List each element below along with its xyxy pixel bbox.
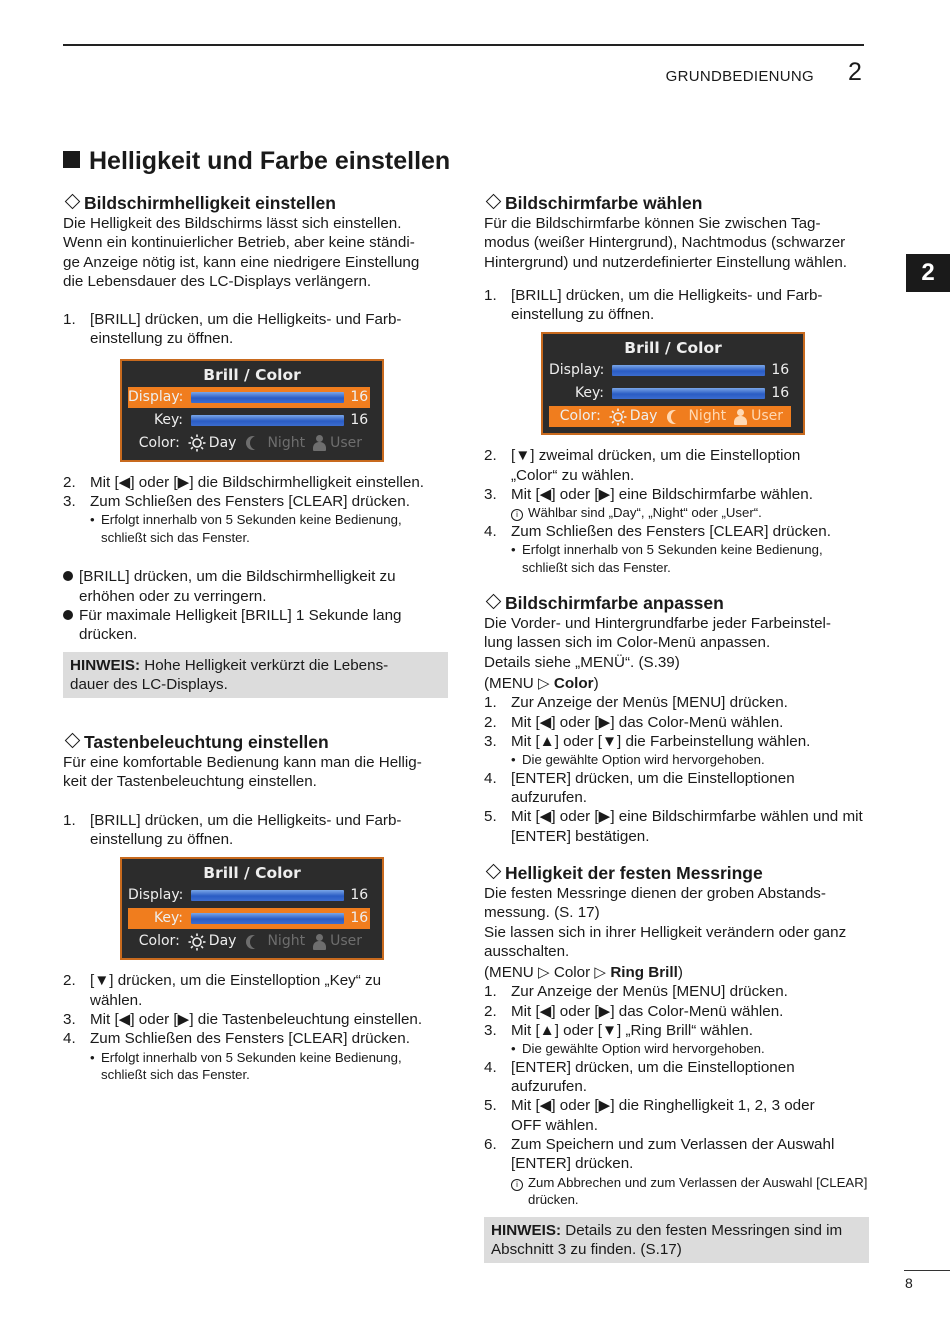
- display-label: Display:: [128, 388, 184, 405]
- day-text: Day: [208, 933, 237, 950]
- user-icon: [313, 934, 326, 950]
- option-night: [244, 932, 305, 951]
- step-number: 3.: [63, 1010, 76, 1028]
- step: [63, 492, 448, 511]
- step-note: • Erfolgt innerhalb von 5 Sekunden keine Bedienung, schließt sich das Fenster.: [511, 541, 869, 576]
- note-text: Zum Abbrechen und zum Verlassen der Auswahl [CLEAR] drücken.: [528, 1174, 868, 1208]
- bullet-item: [63, 606, 448, 645]
- step: [484, 732, 869, 751]
- step-number: 1.: [484, 286, 497, 304]
- intro-line: Die Helligkeit des Bildschirms lässt sich einstellen.: [63, 215, 402, 232]
- panel-row-display: [128, 885, 370, 906]
- panel-row-key: [128, 908, 370, 929]
- user-text: User: [330, 933, 362, 950]
- step-number: 5.: [484, 1097, 497, 1115]
- color-label: Color:: [138, 933, 180, 950]
- menu-path-suffix: ): [677, 964, 683, 982]
- footer-rule: [904, 1270, 950, 1271]
- option-day: [188, 434, 237, 453]
- step-note: [511, 1174, 869, 1209]
- panel-title: Brill / Color: [203, 864, 301, 883]
- display-label: Display:: [549, 362, 605, 379]
- step: [484, 522, 869, 541]
- key-bar: [191, 913, 344, 924]
- user-icon: [734, 409, 747, 425]
- step: [484, 1135, 869, 1174]
- panel-row-color: [549, 406, 791, 427]
- step: [484, 982, 869, 1001]
- note-text: Erfolgt innerhalb von 5 Sekunden keine Bedienung, schließt sich das Fenster.: [101, 512, 402, 545]
- step: [484, 485, 869, 504]
- display-value: 16: [350, 887, 369, 904]
- step-number: 2.: [63, 972, 76, 990]
- key-value: 16: [350, 411, 369, 428]
- info-icon: i: [511, 509, 523, 521]
- step: [484, 807, 869, 846]
- panel-title: Brill / Color: [624, 339, 722, 358]
- step-text: Zur Anzeige der Menüs [MENU] drücken.: [511, 983, 788, 1001]
- step-text: Mit [▲] oder [▼] „Ring Brill“ wählen.: [511, 1022, 753, 1040]
- note-text: Hohe Helligkeit verkürzt die Lebens- dauer des LC-Displays.: [70, 656, 389, 693]
- intro-line: keit der Tastenbeleuchtung einstellen.: [63, 773, 317, 791]
- bullet-text: [BRILL] drücken, um die Bildschirmhelligkeit zu erhöhen oder zu verringern.: [79, 568, 396, 605]
- screen-panel-display: [120, 359, 448, 462]
- sun-icon: [188, 434, 206, 452]
- step-note: • Die gewählte Option wird hervorgehoben.: [511, 1041, 765, 1057]
- step-number: 2.: [63, 473, 76, 491]
- note-text: Die gewählte Option wird hervorgehoben.: [522, 1041, 765, 1057]
- display-bar: [612, 365, 765, 376]
- step-number: 3.: [484, 1022, 497, 1040]
- step: [484, 1058, 869, 1097]
- step-text: [BRILL] drücken, um die Helligkeits- und Farb- einstellung zu öffnen.: [90, 811, 402, 849]
- step: [63, 1029, 448, 1048]
- heading-text: Bildschirmfarbe wählen: [505, 193, 703, 213]
- panel-row-key: [128, 410, 370, 431]
- bullet-item: [63, 567, 448, 606]
- panel-row-display: [549, 360, 791, 381]
- user-text: User: [751, 408, 783, 425]
- step-text: Zur Anzeige der Menüs [MENU] drücken.: [511, 694, 788, 712]
- page-number: 8: [905, 1275, 913, 1291]
- key-label: Key:: [153, 910, 184, 927]
- key-value: 16: [771, 385, 790, 402]
- intro-line: messung. (S. 17): [484, 904, 600, 922]
- step-text: [ENTER] drücken, um die Einstelloptionen aufzurufen.: [511, 1058, 795, 1096]
- section-heading: [63, 732, 448, 753]
- step-text: Zum Speichern und zum Verlassen der Auswahl [ENTER] drücken.: [511, 1136, 835, 1173]
- diamond-icon: [65, 194, 81, 210]
- brill-color-panel: [541, 332, 805, 435]
- option-user: [313, 932, 362, 951]
- diamond-icon: [486, 594, 502, 610]
- section-title: GRUNDBEDIENUNG: [665, 68, 814, 85]
- step-text: [ENTER] drücken, um die Einstelloptionen aufzurufen.: [511, 769, 795, 807]
- step-number: 2.: [484, 1002, 497, 1020]
- step-text: Mit [▲] oder [▼] die Farbeinstellung wählen.: [511, 732, 811, 750]
- option-night: [244, 434, 305, 453]
- dot-bullet-icon: [63, 606, 79, 645]
- info-icon: i: [511, 1179, 523, 1191]
- step-text: [▼] zweimal drücken, um die Einstelloption „Color“ zu wählen.: [511, 447, 801, 484]
- menu-path: [484, 674, 869, 693]
- left-column: [63, 193, 448, 1084]
- night-text: Night: [267, 933, 306, 950]
- note-text: Erfolgt innerhalb von 5 Sekunden keine Bedienung, schließt sich das Fenster.: [522, 542, 823, 575]
- night-text: Night: [688, 408, 727, 425]
- page-title-text: Helligkeit und Farbe einstellen: [89, 147, 451, 175]
- heading-text: Helligkeit der festen Messringe: [505, 862, 763, 883]
- bullet-text: Für maximale Helligkeit [BRILL] 1 Sekunde lang drücken.: [79, 606, 402, 644]
- step-number: 5.: [484, 808, 497, 826]
- step-text: [▼] drücken, um die Einstelloption „Key“ zu wählen.: [90, 972, 382, 1009]
- step-text: Mit [◀] oder [▶] eine Bildschirmfarbe wählen und mit [ENTER] bestätigen.: [511, 808, 863, 845]
- intro-line: Hintergrund) und nutzerdefinierter Einstellung wählen.: [484, 253, 848, 271]
- chapter-number: 2: [848, 58, 862, 86]
- section-heading: [484, 863, 869, 884]
- step-number: 1.: [63, 311, 76, 329]
- panel-row-key: [549, 383, 791, 404]
- sun-icon: [609, 408, 627, 426]
- step-number: 3.: [484, 486, 497, 504]
- key-bar: [191, 415, 344, 426]
- step: [484, 713, 869, 732]
- panel-row-color: [128, 931, 370, 952]
- step: [484, 446, 869, 485]
- diamond-icon: [486, 194, 502, 210]
- chapter-tab: 2: [906, 254, 950, 292]
- note-box: [484, 1217, 869, 1264]
- moon-icon: [250, 436, 264, 450]
- option-night: [665, 407, 726, 426]
- menu-path: [484, 963, 869, 982]
- user-icon: [313, 435, 326, 451]
- step-text: Mit [◀] oder [▶] das Color-Menü wählen.: [511, 1002, 784, 1020]
- night-text: Night: [267, 434, 306, 451]
- step-number: 4.: [484, 522, 497, 540]
- option-user: [313, 434, 362, 453]
- step-number: 1.: [484, 983, 497, 1001]
- color-label: Color:: [138, 434, 180, 451]
- key-value: 16: [350, 910, 369, 927]
- step-text: Zum Schließen des Fensters [CLEAR] drücken.: [90, 493, 410, 511]
- step-number: 1.: [63, 811, 76, 829]
- menu-path-target: Color: [553, 675, 594, 693]
- step-note: • Erfolgt innerhalb von 5 Sekunden keine Bedienung, schließt sich das Fenster.: [90, 1049, 448, 1084]
- dot-bullet-icon: [63, 567, 79, 606]
- display-bar: [191, 890, 344, 901]
- note-text: Erfolgt innerhalb von 5 Sekunden keine Bedienung, schließt sich das Fenster.: [101, 1049, 402, 1083]
- heading-text: Tastenbeleuchtung einstellen: [84, 732, 329, 753]
- brill-color-panel: [120, 359, 384, 462]
- intro-line: Details siehe „MENÜ“. (S.39): [484, 653, 680, 671]
- step-number: 4.: [63, 1030, 76, 1048]
- display-bar: [191, 392, 344, 403]
- sun-icon: [188, 933, 206, 951]
- step: [484, 1021, 869, 1040]
- menu-path-prefix: (MENU ▷ Color ▷: [484, 964, 611, 982]
- note-label: HINWEIS:: [491, 1221, 562, 1239]
- step-text: Zum Schließen des Fensters [CLEAR] drücken.: [511, 522, 831, 540]
- intro-line: ge Anzeige nötig ist, kann eine niedrigere Einstellung: [63, 253, 420, 271]
- diamond-icon: [65, 733, 81, 749]
- intro-line: Die festen Messringe dienen der groben Abstands-: [484, 884, 826, 902]
- step-number: 4.: [484, 1058, 497, 1076]
- note-text: Details zu den festen Messringen sind im Abschnitt 3 zu finden. (S.17): [491, 1221, 843, 1258]
- note-box: [63, 652, 448, 699]
- step-note: • Erfolgt innerhalb von 5 Sekunden keine Bedienung, schließt sich das Fenster.: [90, 511, 448, 546]
- right-column: [484, 193, 869, 1263]
- step: [63, 971, 448, 1010]
- intro-line: Sie lassen sich in ihrer Helligkeit verändern oder ganz: [484, 923, 847, 941]
- step-number: 2.: [484, 447, 497, 465]
- step-text: Mit [◀] oder [▶] das Color-Menü wählen.: [511, 713, 784, 731]
- step-number: 3.: [484, 732, 497, 750]
- step: [484, 769, 869, 808]
- step-text: Mit [◀] oder [▶] die Tastenbeleuchtung einstellen.: [90, 1010, 423, 1028]
- step: [63, 310, 448, 349]
- heading-text: Bildschirmfarbe anpassen: [505, 593, 724, 614]
- step: [63, 1010, 448, 1029]
- panel-row-color: [128, 433, 370, 454]
- intro-line: Für die Bildschirmfarbe können Sie zwischen Tag-: [484, 215, 821, 232]
- step-text: Mit [◀] oder [▶] die Ringhelligkeit 1, 2, 3 oder OFF wählen.: [511, 1097, 815, 1134]
- step: [63, 811, 448, 850]
- step-text: [BRILL] drücken, um die Helligkeits- und Farb- einstellung zu öffnen.: [90, 311, 402, 348]
- day-text: Day: [629, 408, 658, 425]
- step-text: [BRILL] drücken, um die Helligkeits- und Farb- einstellung zu öffnen.: [511, 286, 823, 324]
- step-note: [511, 504, 869, 522]
- step-number: 3.: [63, 493, 76, 511]
- step: [484, 1096, 869, 1135]
- intro-line: Die Vorder- und Hintergrundfarbe jeder Farbeinstel-: [484, 615, 831, 633]
- intro-line: ausschalten.: [484, 942, 570, 960]
- intro-line: modus (weißer Hintergrund), Nachtmodus (schwarzer: [484, 234, 846, 252]
- key-label: Key:: [153, 411, 184, 428]
- key-bar: [612, 388, 765, 399]
- moon-icon: [250, 935, 264, 949]
- step-text: Mit [◀] oder [▶] die Bildschirmhelligkeit einstellen.: [90, 473, 424, 491]
- section-heading: [484, 593, 869, 614]
- note-text: Die gewählte Option wird hervorgehoben.: [522, 752, 765, 768]
- step: [484, 693, 869, 712]
- step-text: Mit [◀] oder [▶] eine Bildschirmfarbe wählen.: [511, 486, 813, 504]
- step: [484, 286, 869, 325]
- intro-line: lung lassen sich im Color-Menü anpassen.: [484, 634, 771, 652]
- intro-line: Wenn ein kontinuierlicher Betrieb, aber keine ständi-: [63, 234, 415, 252]
- section-heading: [63, 193, 448, 214]
- step-number: 1.: [484, 694, 497, 712]
- menu-path-prefix: (MENU ▷: [484, 675, 554, 693]
- step: [484, 1002, 869, 1021]
- menu-path-suffix: ): [593, 675, 599, 693]
- key-label: Key:: [574, 385, 605, 402]
- display-value: 16: [350, 388, 369, 405]
- option-day: [188, 932, 237, 951]
- option-day: [609, 407, 658, 426]
- moon-icon: [671, 410, 685, 424]
- intro-line: Für eine komfortable Bedienung kann man die Hellig-: [63, 754, 422, 772]
- panel-title: Brill / Color: [203, 365, 301, 384]
- intro-line: die Lebensdauer des LC-Displays verlängern.: [63, 272, 372, 290]
- square-bullet-icon: [63, 151, 80, 168]
- menu-path-target: Ring Brill: [610, 964, 678, 982]
- header-rule: [63, 44, 864, 46]
- step-number: 6.: [484, 1136, 497, 1153]
- step: [63, 473, 448, 492]
- diamond-icon: [486, 864, 502, 880]
- note-label: HINWEIS:: [70, 656, 141, 674]
- brill-color-panel: [120, 857, 384, 960]
- step-note: • Die gewählte Option wird hervorgehoben.: [511, 752, 765, 768]
- section-heading: [484, 193, 869, 214]
- panel-row-display: [128, 387, 370, 408]
- color-label: Color:: [559, 408, 601, 425]
- screen-panel-color: [541, 332, 869, 435]
- page-title: [63, 147, 450, 176]
- display-value: 16: [771, 362, 790, 379]
- step-number: 4.: [484, 769, 497, 787]
- screen-panel-key: [120, 857, 448, 960]
- step-text: Zum Schließen des Fensters [CLEAR] drücken.: [90, 1030, 410, 1048]
- day-text: Day: [208, 434, 237, 451]
- user-text: User: [330, 434, 362, 451]
- option-user: [734, 407, 783, 426]
- display-label: Display:: [128, 887, 184, 904]
- heading-text: Bildschirmhelligkeit einstellen: [84, 193, 336, 213]
- note-text: Wählbar sind „Day“, „Night“ oder „User“.: [528, 505, 762, 521]
- step-number: 2.: [484, 713, 497, 731]
